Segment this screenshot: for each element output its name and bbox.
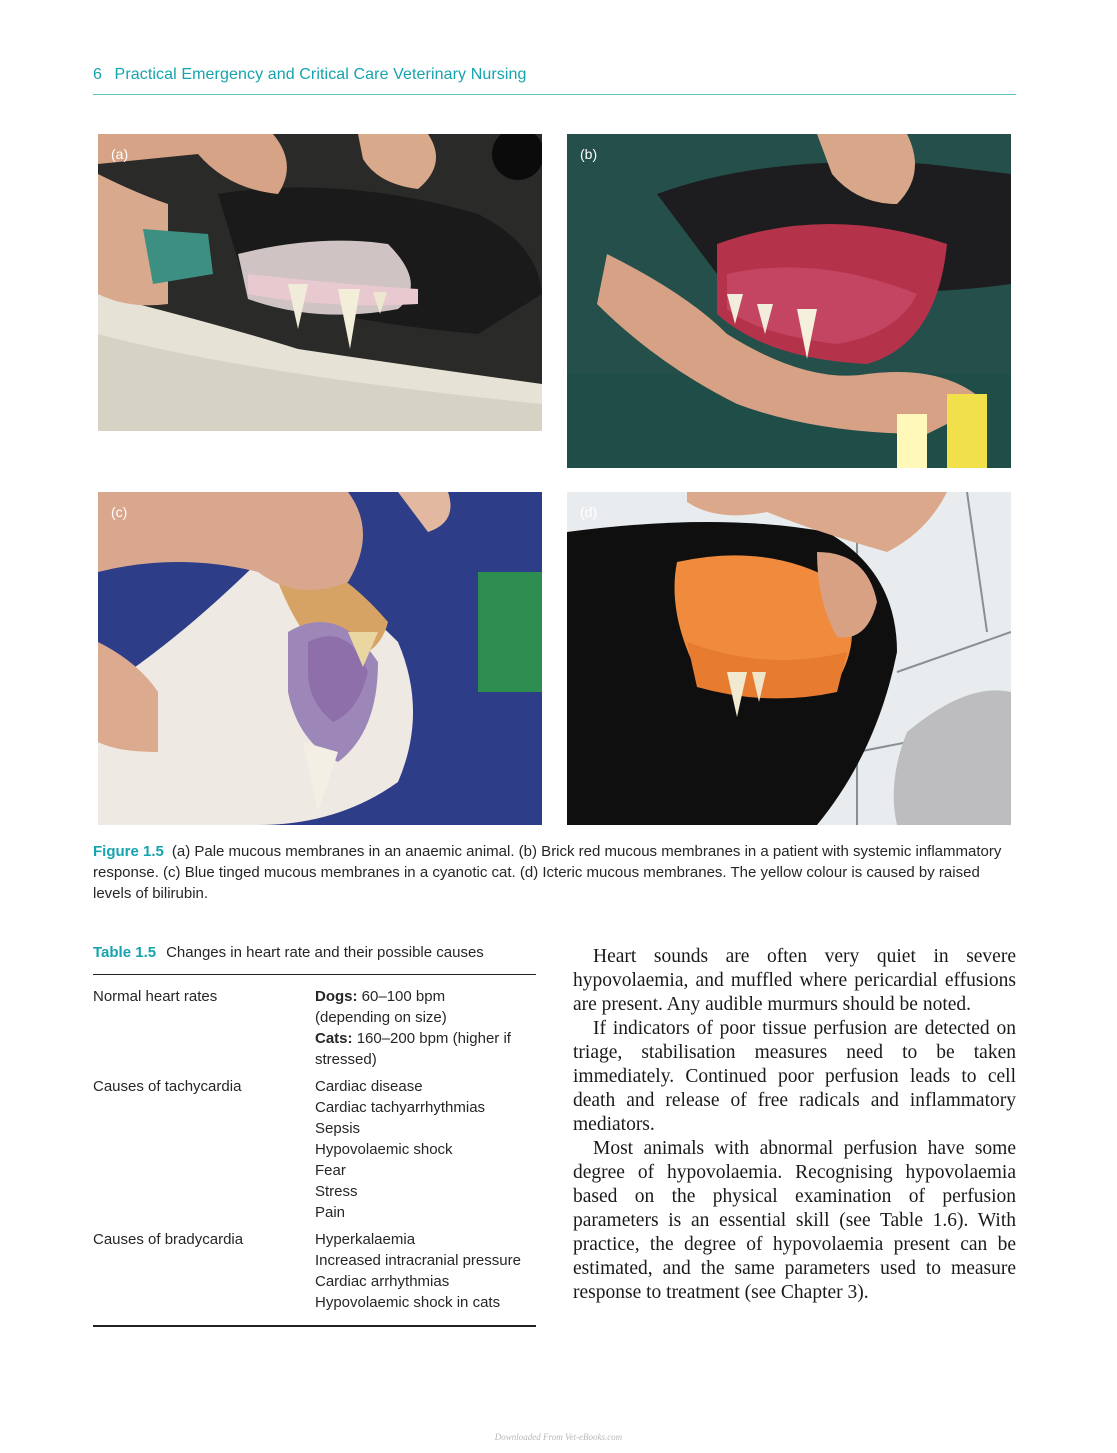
body-text (573, 945, 1016, 1305)
cats-rate (315, 1028, 536, 1049)
row-values (315, 986, 536, 1070)
figure-caption-text: (a) Pale mucous membranes in an anaemic animal. (b) Brick red mucous membranes in a patient with systemic inflammatory response. (c) Blue tinged mucous membranes in a cyanotic cat. (d) Icteric mucous membranes. The yellow colour is caused by raised levels of bilirubin. (93, 843, 1002, 902)
row-heading: Causes of bradycardia (93, 1231, 244, 1248)
panel-label-c: (c) (111, 504, 128, 520)
body-paragraph: Most animals with abnormal perfusion have some degree of hypovolaemia. Recognising hypovolaemia based on the physical examination of perfusion parameters is an essential skill (see Table 1.6). With practice, the degree of hypovolaemia present can be estimated, and the same parameters used to measure response to treatment (see Chapter 3). (573, 1138, 1016, 1303)
cause-item: Hypovolaemic shock in cats (315, 1294, 501, 1311)
row-heading: Normal heart rates (93, 988, 218, 1005)
row-heading: Causes of tachycardia (93, 1078, 242, 1095)
footer-watermark: Downloaded From Vet-eBooks.com (494, 1432, 623, 1442)
cause-item: Cardiac disease (315, 1078, 423, 1095)
table-title (93, 944, 536, 975)
cause-item: Fear (315, 1162, 346, 1179)
running-head (93, 66, 1016, 95)
cause-item: Hypovolaemic shock (315, 1141, 453, 1158)
body-paragraph: Heart sounds are often very quiet in severe hypovolaemia, and muffled where pericardial effusions are present. Any audible murmurs should be noted. (573, 946, 1016, 1015)
cause-item: Cardiac arrhythmias (315, 1273, 450, 1290)
cats-label: Cats: (315, 1030, 353, 1047)
table-title-text: Changes in heart rate and their possible causes (166, 944, 484, 961)
photo-blue-tinged-mucous-membranes (98, 492, 542, 825)
cause-item: Cardiac tachyarrhythmias (315, 1099, 486, 1116)
row-values (315, 1076, 536, 1223)
table-row (93, 1229, 536, 1313)
dogs-value: 60–100 bpm (361, 988, 446, 1005)
figure-label: Figure 1.5 (93, 843, 164, 860)
cause-item: Sepsis (315, 1120, 361, 1137)
dogs-rate (315, 986, 536, 1007)
panel-label-d: (d) (580, 504, 598, 520)
heart-rate-table (93, 944, 536, 1327)
cause-item: Pain (315, 1204, 346, 1221)
cause-item: Stress (315, 1183, 358, 1200)
panel-label-a: (a) (111, 146, 129, 162)
photo-icteric-mucous-membranes (567, 492, 1011, 825)
table-label: Table 1.5 (93, 944, 157, 961)
dogs-label: Dogs: (315, 988, 358, 1005)
dogs-note: (depending on size) (315, 1009, 447, 1026)
cause-item: Increased intracranial pressure (315, 1252, 521, 1269)
photo-brick-red-mucous-membranes (567, 134, 1011, 468)
table-body (93, 975, 536, 1327)
cause-item: Hyperkalaemia (315, 1231, 416, 1248)
photo-pale-mucous-membranes (98, 134, 542, 431)
table-row (93, 986, 536, 1070)
table-row (93, 1076, 536, 1223)
cats-note: stressed) (315, 1051, 377, 1068)
row-values (315, 1229, 536, 1313)
page-number: 6 (93, 66, 102, 83)
cats-value: 160–200 bpm (higher if (356, 1030, 511, 1047)
panel-label-b: (b) (580, 146, 598, 162)
body-paragraph: If indicators of poor tissue perfusion are detected on triage, stabilisation measures need to be taken immediately. Continued poor perfusion leads to cell death and release of free radicals and inflammatory mediators. (573, 1018, 1016, 1135)
figure-caption (93, 841, 1013, 904)
book-title: Practical Emergency and Critical Care Veterinary Nursing (114, 66, 527, 83)
